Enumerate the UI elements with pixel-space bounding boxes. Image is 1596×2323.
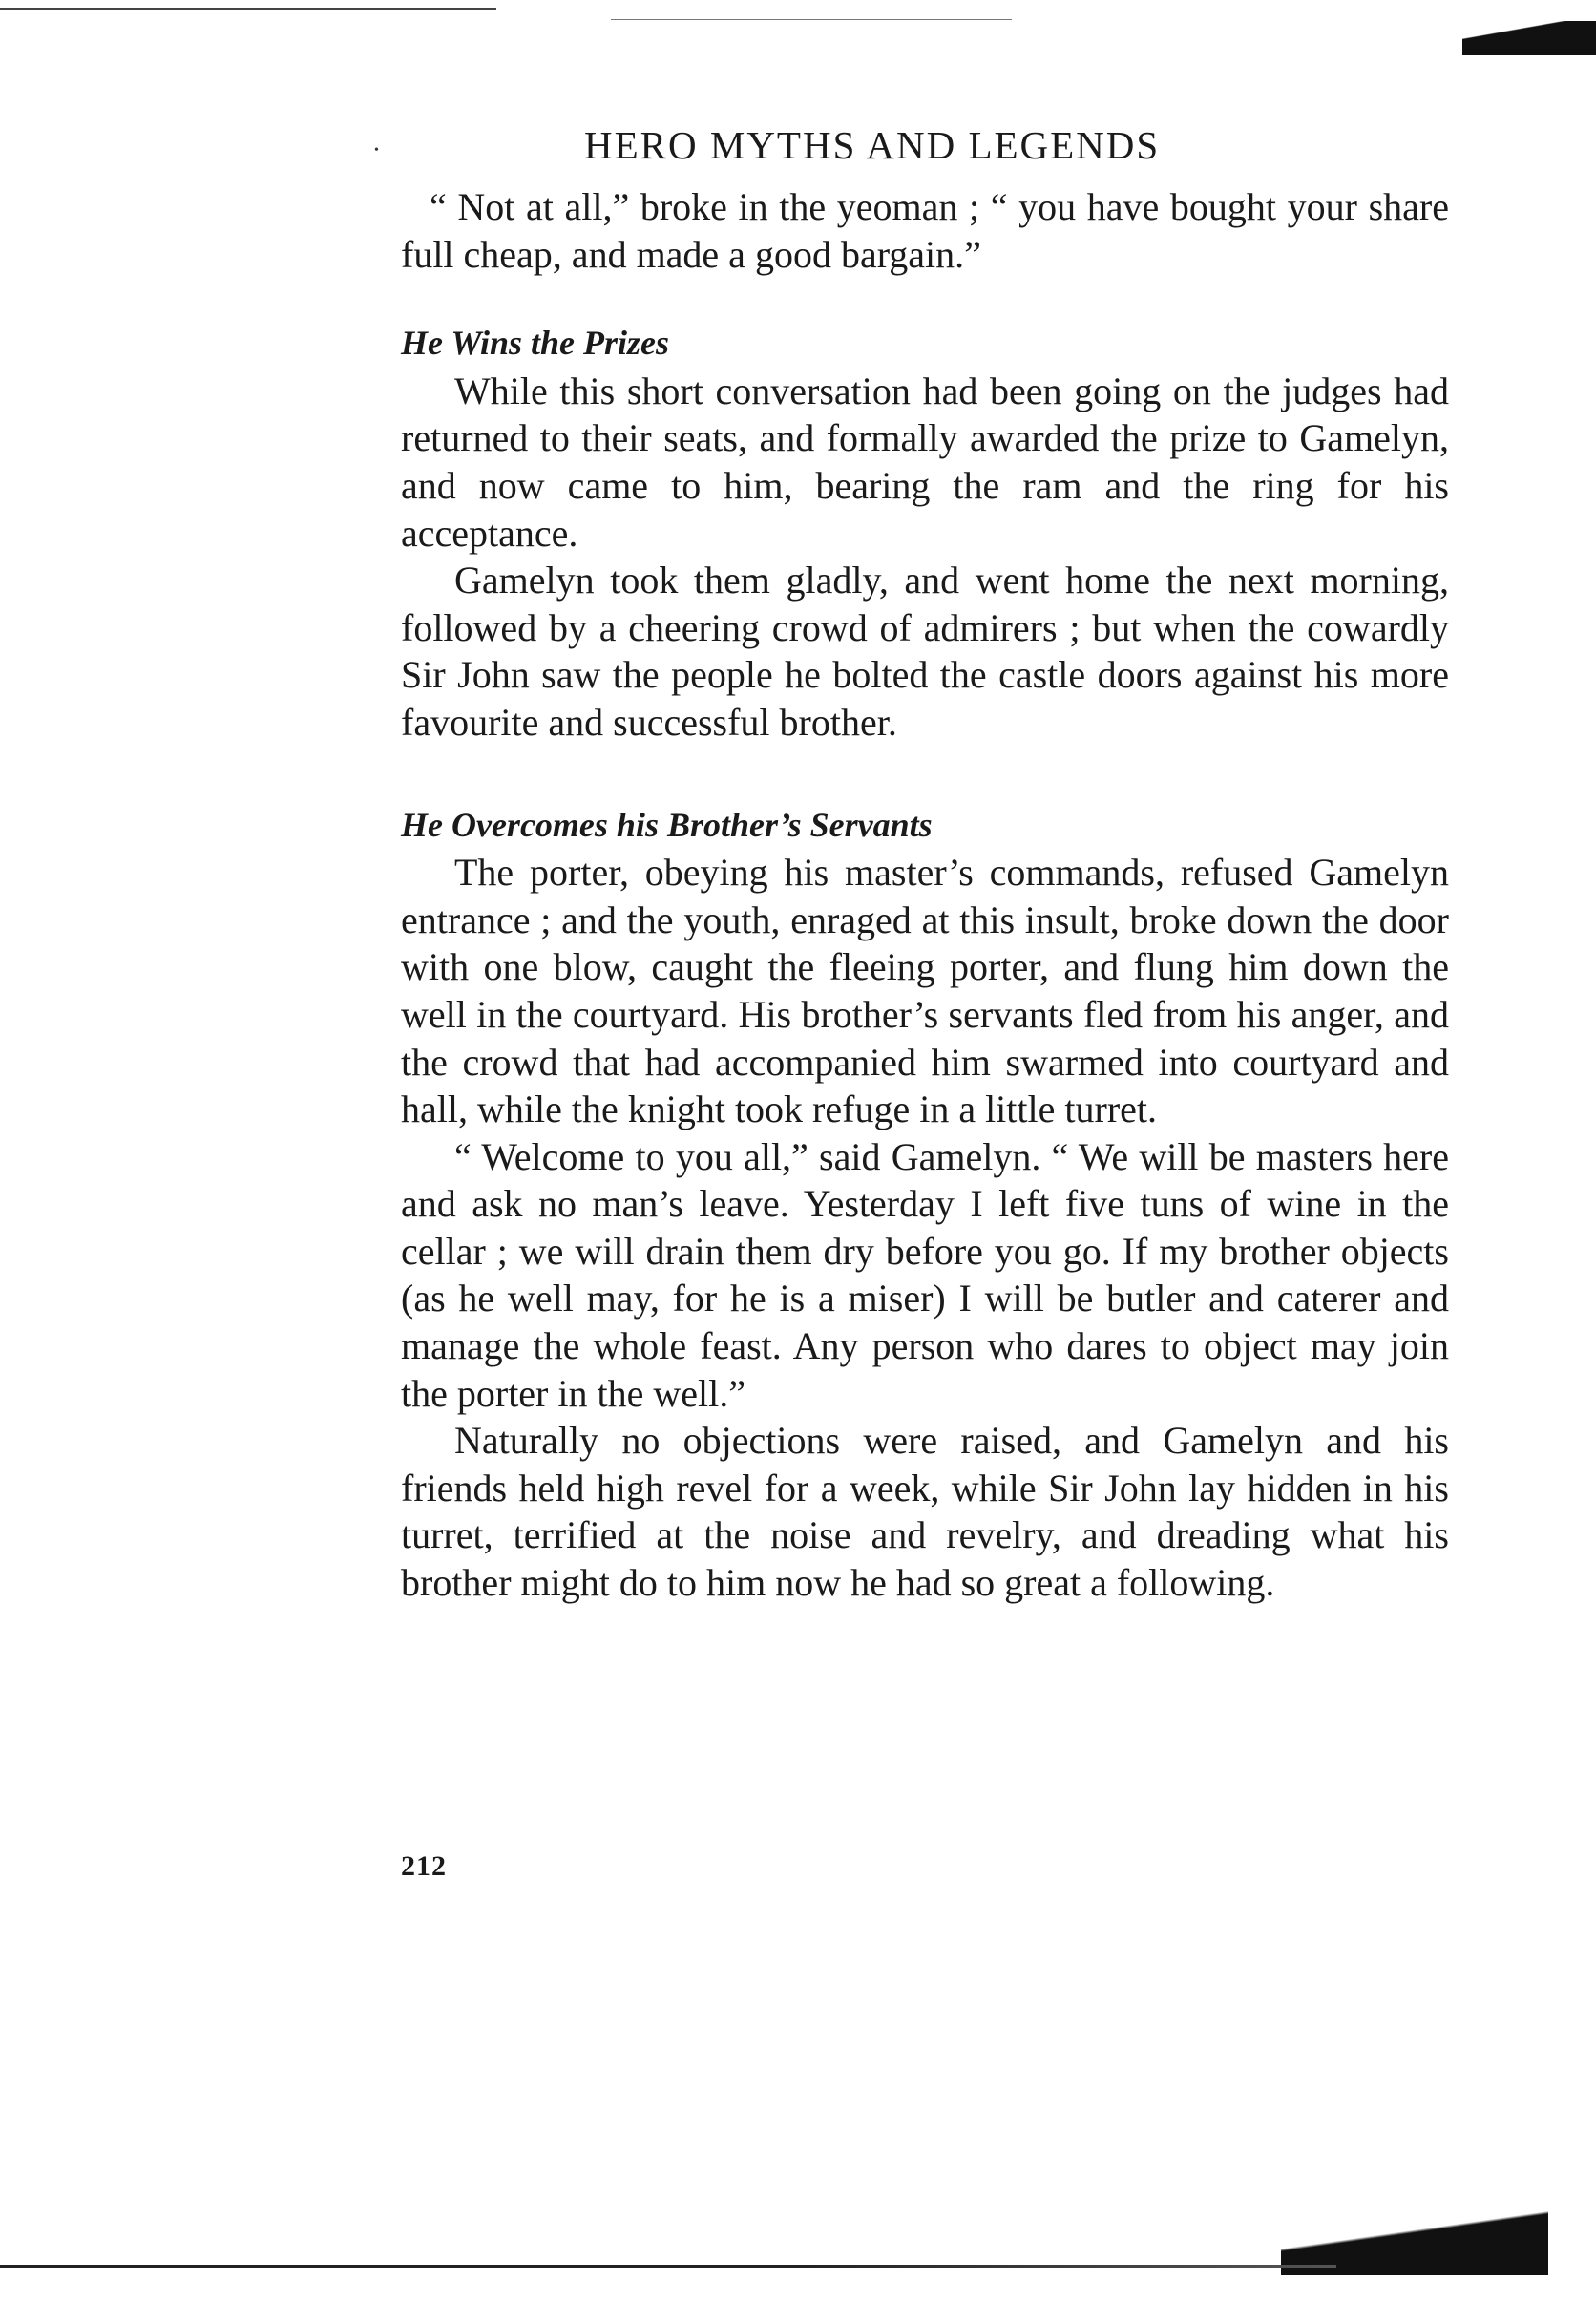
paragraph: While this short conversation had been going on the judges had returned to their seats, and formally awarded the prize to Gamelyn, and now came to him, bearing the ram and the ring for his acceptance. (401, 369, 1449, 555)
paragraph: “ Welcome to you all,” said Gamelyn. “ We will be masters here and ask no man’s leave. Yesterday I left five tuns of wine in the cellar ; we will drain them dry before you go. If my brother objects (as he well may, for he is a miser) I will be butler and caterer and manage the whole feast. Any person who dares to object may join the porter in the well.” (401, 1134, 1449, 1415)
page-number: 212 (401, 1850, 447, 1882)
body-text (401, 183, 1449, 1607)
running-head: HERO MYTHS AND LEGENDS (584, 123, 1161, 167)
scan-artifact-top-line-2 (611, 19, 1012, 20)
scan-artifact-top-right-shadow (1462, 21, 1596, 55)
paragraph: Gamelyn took them gladly, and went home the next morning, followed by a cheering crowd of admirers ; but when the cowardly Sir John saw the people he bolted the castle doors against his more favourite and successful brother. (401, 559, 1449, 744)
ink-speck: • (374, 143, 379, 158)
section-heading-overcomes-servants: He Overcomes his Brother’s Servants (401, 805, 933, 844)
section-heading-wins-prizes: He Wins the Prizes (401, 324, 670, 363)
scan-artifact-top-line (0, 8, 496, 10)
opening-paragraph: “ Not at all,” broke in the yeoman ; “ you have bought your share full cheap, and made a good bargain.” (401, 185, 1449, 276)
scan-artifact-bottom-right-shadow (1281, 2170, 1548, 2275)
paragraph: Naturally no objections were raised, and Gamelyn and his friends held high revel for a week, while Sir John lay hidden in his turret, terrified at the noise and revelry, and dreading what his brother might do to him now he had so great a following. (401, 1419, 1449, 1605)
scan-artifact-bottom-line (0, 2265, 1336, 2268)
paragraph: The porter, obeying his master’s commands, refused Gamelyn entrance ; and the youth, enraged at this insult, broke down the door with one blow, caught the fleeing porter, and flung him down the well in the courtyard. His brother’s servants fled from his anger, and the crowd that had accompanied him swarmed into courtyard and hall, while the knight took refuge in a little turret. (401, 851, 1449, 1131)
